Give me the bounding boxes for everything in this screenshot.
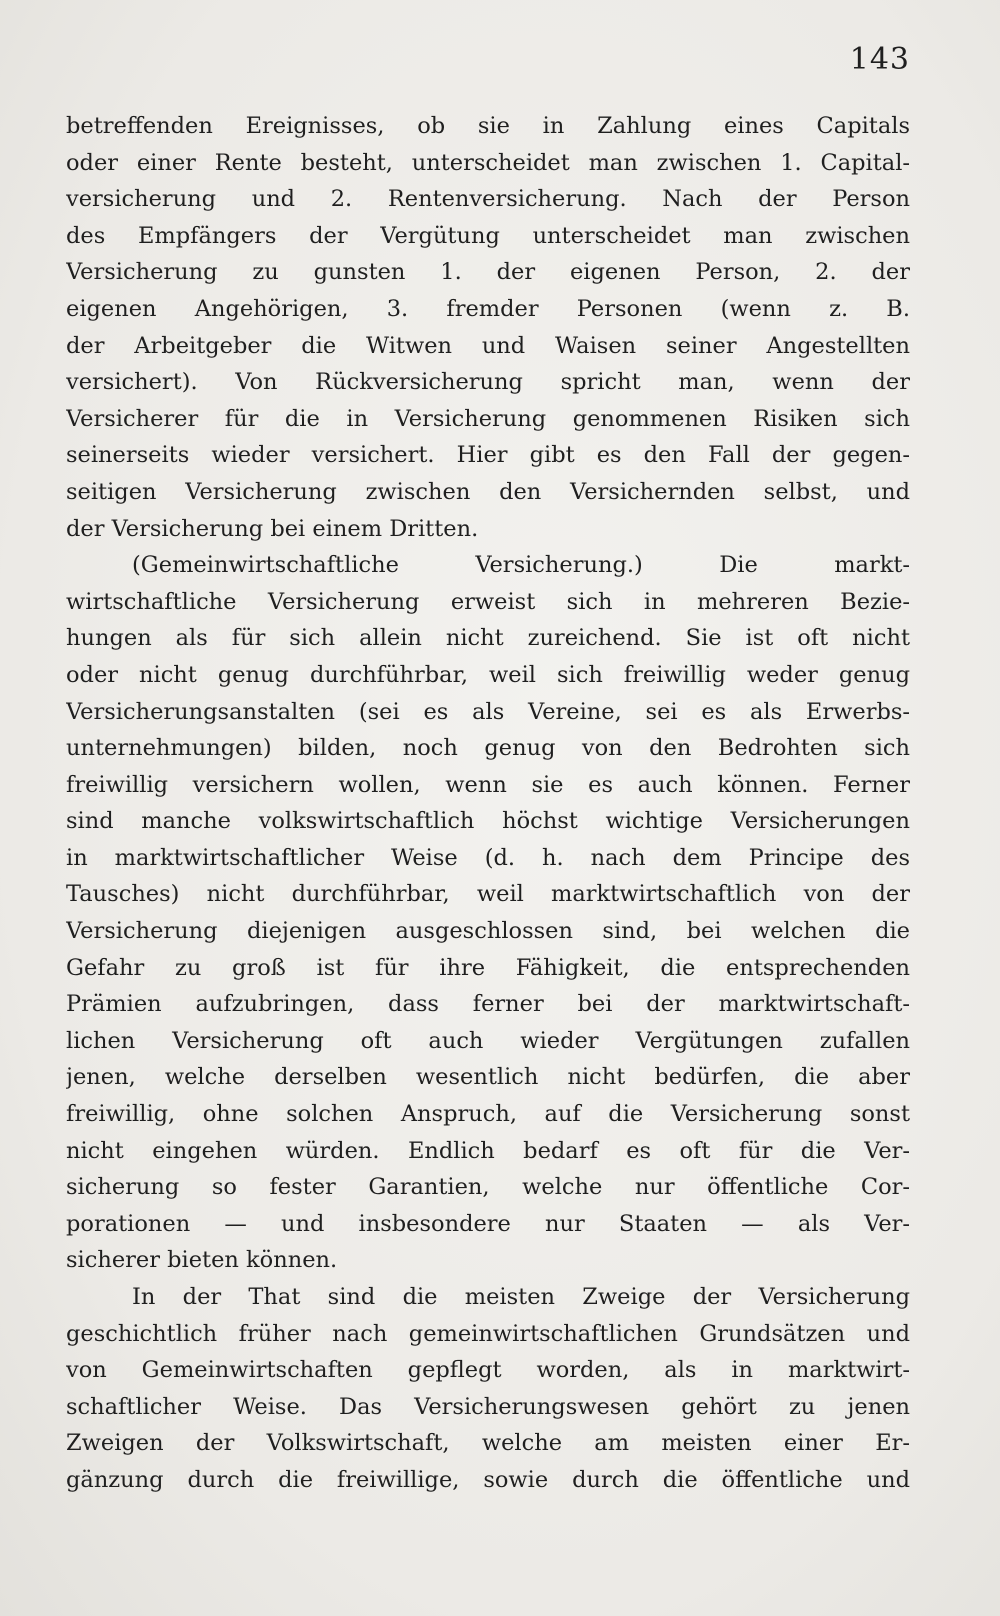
text-line: unternehmungen) bilden, noch genug von den Bedrohten sich bbox=[66, 735, 910, 762]
text-line: jenen, welche derselben wesentlich nicht bedürfen, die aber bbox=[66, 1064, 910, 1091]
text-line: (Gemeinwirtschaftliche Versicherung.) Die markt- bbox=[132, 552, 910, 579]
text-line: gänzung durch die freiwillige, sowie durch die öffentliche und bbox=[66, 1466, 910, 1493]
text-line: sicherer bieten können. bbox=[66, 1247, 338, 1274]
text-line: wirtschaftliche Versicherung erweist sich in mehreren Bezie- bbox=[66, 588, 910, 615]
text-line: Versicherungsanstalten (sei es als Vereine, sei es als Erwerbs- bbox=[66, 698, 910, 725]
text-line: freiwillig versichern wollen, wenn sie es auch können. Ferner bbox=[66, 771, 910, 798]
text-line: hungen als für sich allein nicht zureichend. Sie ist oft nicht bbox=[66, 625, 910, 652]
text-line: freiwillig, ohne solchen Anspruch, auf die Versicherung sonst bbox=[66, 1101, 910, 1128]
text-line: oder einer Rente besteht, unterscheidet man zwischen 1. Capital- bbox=[66, 149, 910, 176]
text-line: eigenen Angehörigen, 3. fremder Personen (wenn z. B. bbox=[66, 295, 910, 322]
text-line: lichen Versicherung oft auch wieder Vergütungen zufallen bbox=[66, 1027, 910, 1054]
text-line: der Arbeitgeber die Witwen und Waisen seiner Angestellten bbox=[66, 332, 910, 359]
text-line: seinerseits wieder versichert. Hier gibt es den Fall der gegen- bbox=[66, 442, 910, 469]
text-line: des Empfängers der Vergütung unterscheidet man zwischen bbox=[66, 222, 910, 249]
text-line: in marktwirtschaftlicher Weise (d. h. nach dem Principe des bbox=[66, 844, 910, 871]
text-line: Versicherer für die in Versicherung genommenen Risiken sich bbox=[66, 405, 910, 432]
text-line: geschichtlich früher nach gemeinwirtschaftlichen Grundsätzen und bbox=[66, 1320, 910, 1347]
page-number: 143 bbox=[849, 42, 910, 77]
text-line: Versicherung zu gunsten 1. der eigenen Person, 2. der bbox=[66, 259, 910, 286]
text-line: Prämien aufzubringen, dass ferner bei der marktwirtschaft- bbox=[66, 991, 910, 1018]
text-line: versicherung und 2. Rentenversicherung. Nach der Person bbox=[66, 186, 910, 213]
text-line: Zweigen der Volkswirtschaft, welche am meisten einer Er- bbox=[66, 1430, 910, 1457]
text-line: Gefahr zu groß ist für ihre Fähigkeit, die entsprechenden bbox=[66, 954, 910, 981]
text-line: von Gemeinwirtschaften gepflegt worden, als in marktwirt- bbox=[66, 1357, 910, 1384]
text-line: der Versicherung bei einem Dritten. bbox=[66, 515, 479, 542]
text-line: betreffenden Ereignisses, ob sie in Zahlung eines Capitals bbox=[66, 113, 910, 139]
text-line: sind manche volkswirtschaftlich höchst wichtige Versicherungen bbox=[66, 808, 910, 835]
text-line: nicht eingehen würden. Endlich bedarf es oft für die Ver- bbox=[66, 1137, 910, 1164]
text-line: versichert). Von Rückversicherung spricht man, wenn der bbox=[66, 369, 910, 396]
text-line: schaftlicher Weise. Das Versicherungswesen gehört zu jenen bbox=[66, 1393, 910, 1420]
body-text bbox=[66, 108, 910, 1499]
text-line: In der That sind die meisten Zweige der Versicherung bbox=[132, 1284, 910, 1310]
text-line: oder nicht genug durchführbar, weil sich freiwillig weder genug bbox=[66, 661, 910, 688]
text-line: seitigen Versicherung zwischen den Versichernden selbst, und bbox=[66, 478, 910, 505]
text-line: Versicherung diejenigen ausgeschlossen sind, bei welchen die bbox=[66, 918, 910, 945]
text-line: sicherung so fester Garantien, welche nur öffentliche Cor- bbox=[66, 1174, 910, 1201]
text-line: porationen — und insbesondere nur Staaten — als Ver- bbox=[66, 1210, 910, 1237]
text-line: Tausches) nicht durchführbar, weil marktwirtschaftlich von der bbox=[66, 881, 910, 908]
